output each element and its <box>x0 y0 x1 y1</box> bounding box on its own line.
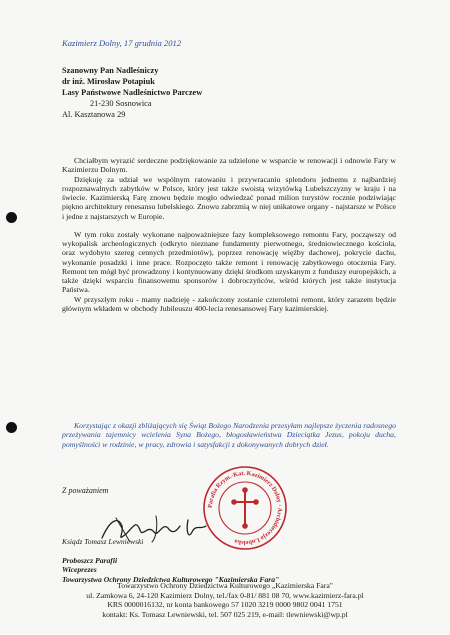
letter-body <box>62 156 396 321</box>
stamp-text: Parafia Rzym.-Kat. Kazimierz Dolny · Archidiecezja Lubelska <box>206 469 284 547</box>
addressee-postal: 21-230 Sosnowica <box>90 98 152 108</box>
signer-title-vice: Wiceprezes <box>62 565 97 575</box>
signature-name-line: Ksiądz Tomasz Lewniewski <box>62 537 144 546</box>
closing-phrase: Z poważaniem <box>62 486 109 495</box>
signer-title-parish: Proboszcz Parafii <box>62 556 118 565</box>
paragraph-thanks: Chciałbym wyrazić serdeczne podziękowanie za udzielone w wsparcie w renowacji i odnowie Fary w Kazimierzu Dolnym. <box>62 156 396 175</box>
addressee-block <box>62 66 202 121</box>
letterhead-footer <box>0 581 450 620</box>
punch-hole-bottom <box>6 422 17 433</box>
paragraph-restoration: Dziękuję za udział we wspólnym ratowaniu i przywracaniu splendoru jednemu z najbardziej rozpoznawalnych zabytków w Polsce, który jest także swoistą wizytówką Lubelszczyzny w kraju i na świecie. Kazimierską Farę znowu będzie mogło odwiedzać ponad milion turystów rocznie podziwiając piękno architektury renesansu lubelskiego. Znowu zabrzmią w niej unikatowe organy - najstarsze w Polsce i jedne z najstarszych w Europie. <box>62 174 396 221</box>
christmas-wishes: Korzystając z okazji zbliżających się Świąt Bożego Narodzenia przesyłam najlepsze życzenia radosnego przeżywania tajemnicy wcielenia Syna Bożego, błogosławieństwa Dzieciątka Jezus, pokoju ducha, pomyślności w rodzinie, w pracy, zdrowia i satysfakcji z dokonywanych dobrych dzieł. <box>62 421 396 449</box>
addressee-organization: Lasy Państwowe Nadleśnictwo Parczew <box>62 87 203 97</box>
footer-contact: kontakt: Ks. Tomasz Lewniewski, tel. 507 025 219, e-mail: tlewniewski@wp.pl <box>102 610 348 620</box>
footer-organization: Towarzystwo Ochrony Dziedzictwa Kulturowego „Kazimierska Fara" <box>117 581 333 590</box>
signer-block <box>62 556 279 584</box>
addressee-street: Al. Kasztanowa 29 <box>62 109 126 119</box>
signer-organization: Towarzystwa Ochrony Dziedzictwa Kulturowego "Kazimierska Fara" <box>62 574 280 584</box>
paragraph-next-year: W przyszłym roku - mamy nadzieję - zakończony zostanie czteroletni remont, który zarazem będzie głównym wkładem w obchody Jubileuszu 400-lecia renesansowej Fary kazimierskiej. <box>62 294 396 314</box>
addressee-name: dr inż. Mirosław Potapiuk <box>62 76 155 86</box>
cross-icon <box>232 488 258 528</box>
letter-date: Kazimierz Dolny, 17 grudnia 2012 <box>62 38 182 48</box>
paragraph-works: W tym roku zostały wykonane najpoważniejsze fazy kompleksowego remontu Fary, począwszy od wykopalisk archeologicznych (odkryto nieznane fundamenty pierwotnego, średniowiecznego kościoła, oraz wydobyto szereg cennych przedmiotów), poprzez renowację więźby dachowej, pokrycie dachu, wykonanie posadzki i inne prace. Rozpoczęto także remont i renowację zabytkowego otoczenia Fary. Remont ten mógł być prowadzony i kontynuowany dzięki środkom uzyskanym z funduszy europejskich, a także dzięki wsparciu finansowemu sponsorów i dobroczyńców, wśród których jest także instytucja Państwa. <box>62 229 396 295</box>
addressee-salutation: Szanowny Pan Nadleśniczy <box>62 66 159 75</box>
footer-registry: KRS 0000016132, nr konta bankowego 57 1020 3219 0000 9802 0041 1751 <box>107 600 343 610</box>
footer-address: ul. Zamkowa 6, 24-120 Kazimierz Dolny, tel./fax 0-81/ 881 08 70, www.kazimierz-fara.pl <box>86 590 364 600</box>
punch-hole-top <box>6 212 17 223</box>
